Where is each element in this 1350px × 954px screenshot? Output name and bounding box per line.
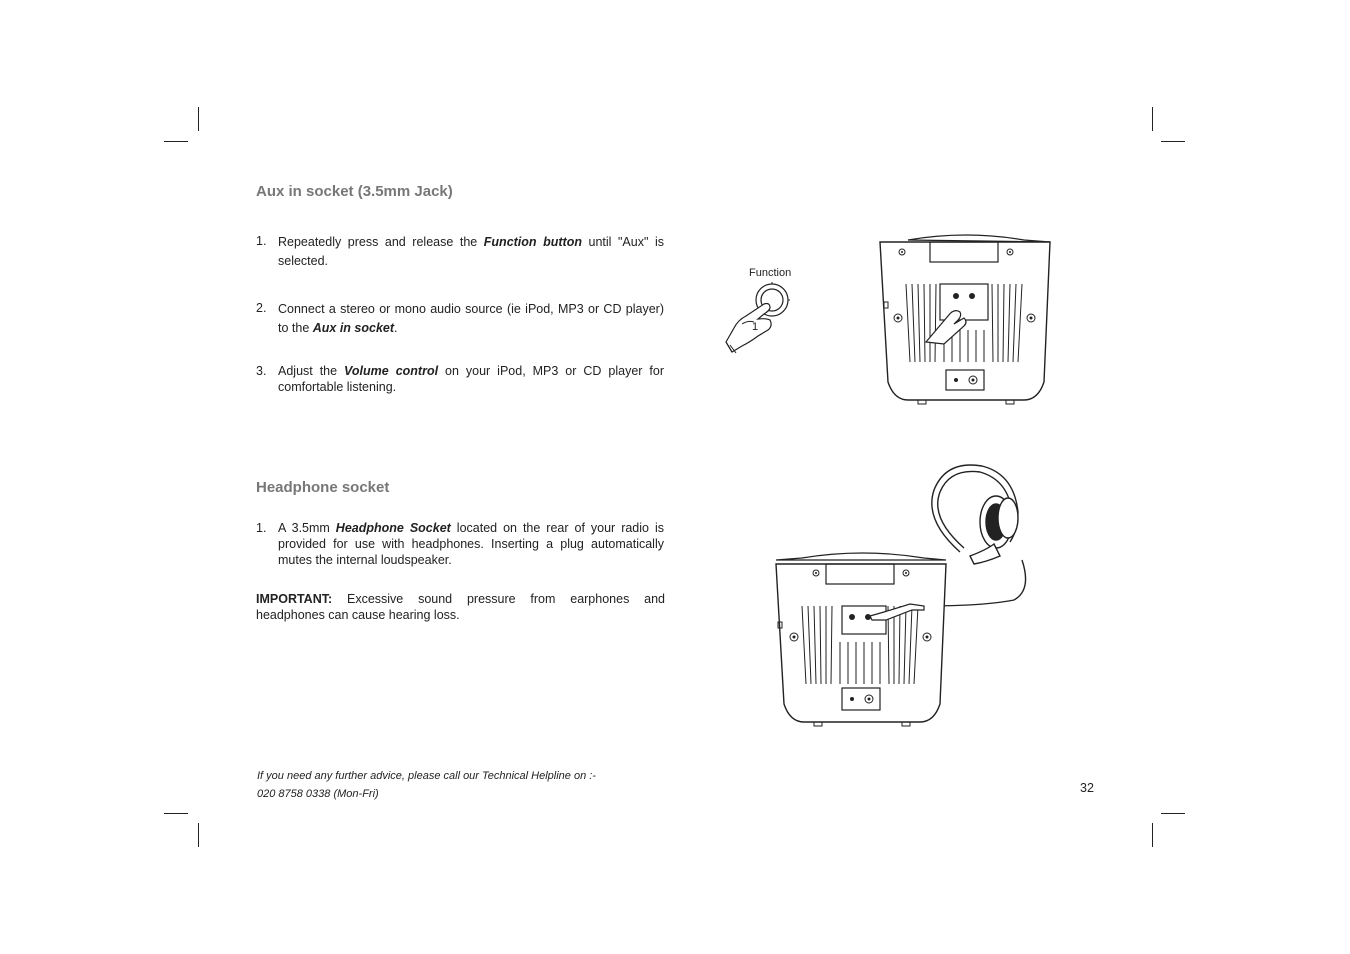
important-label: IMPORTANT: bbox=[256, 592, 333, 606]
crop-mark bbox=[1152, 107, 1153, 131]
crop-mark bbox=[1161, 141, 1185, 142]
crop-mark bbox=[164, 141, 188, 142]
step-number: 3. bbox=[256, 364, 267, 378]
power-socket-panel bbox=[946, 370, 984, 390]
pointing-hand-icon bbox=[726, 304, 771, 354]
crop-mark bbox=[1161, 813, 1185, 814]
function-button-illustration bbox=[720, 262, 810, 357]
radio-rear-aux-illustration bbox=[878, 232, 1054, 406]
power-socket-panel bbox=[842, 688, 880, 710]
step-number-label: 1 bbox=[752, 321, 759, 333]
crop-mark bbox=[164, 813, 188, 814]
footer-helpline-number: 020 8758 0338 (Mon-Fri) bbox=[257, 788, 379, 800]
crop-mark bbox=[1152, 823, 1153, 847]
important-text: Excessive sound pressure from earphones and headphones can cause hearing loss. bbox=[256, 592, 665, 622]
aux-step-3 bbox=[256, 363, 664, 395]
step-number: 1. bbox=[256, 234, 267, 248]
footer-helpline-text: If you need any further advice, please call our Technical Helpline on :- bbox=[257, 770, 596, 782]
step-text: Adjust the Volume control on your iPod, MP3 or CD player for comfortable listening. bbox=[278, 364, 664, 394]
crop-mark bbox=[198, 107, 199, 131]
aux-step-2 bbox=[256, 300, 664, 338]
aux-in-socket bbox=[953, 293, 959, 299]
step-number: 1. bbox=[256, 521, 267, 535]
headphone-socket bbox=[969, 293, 975, 299]
function-button-label: Function bbox=[749, 267, 792, 279]
step-text: A 3.5mm Headphone Socket located on the rear of your radio is provided for use with headphones. Inserting a plug automatically mutes the internal loudspeaker. bbox=[278, 521, 664, 567]
aux-section-heading: Aux in socket (3.5mm Jack) bbox=[256, 183, 453, 200]
headphone-section-heading: Headphone socket bbox=[256, 479, 390, 496]
page-number: 32 bbox=[1080, 781, 1094, 795]
crop-mark bbox=[198, 823, 199, 847]
step-text: Repeatedly press and release the Function button until "Aux" is selected. bbox=[278, 235, 664, 268]
aux-in-socket bbox=[849, 614, 855, 620]
aux-socket-panel bbox=[940, 284, 988, 320]
aux-step-1 bbox=[256, 233, 664, 271]
radio-headphones-illustration bbox=[774, 460, 1036, 726]
important-warning bbox=[256, 591, 665, 623]
headphone-step-1 bbox=[256, 520, 664, 568]
step-number: 2. bbox=[256, 301, 267, 315]
step-text: Connect a stereo or mono audio source (ie iPod, MP3 or CD player) to the Aux in socket. bbox=[278, 302, 664, 335]
